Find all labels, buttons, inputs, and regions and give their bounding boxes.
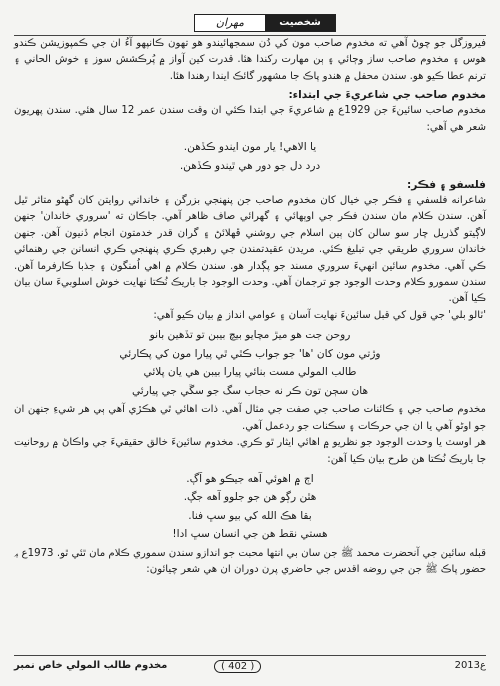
verse-third-poem	[130, 470, 370, 544]
verse-second-poem	[80, 326, 420, 400]
paragraph-attributes: مخدوم صاحب جي ۽ ڪائنات صاحب جي صفت جي مثال آهي. ذات اهائي ٿي هڪڙي آهي ٻي هر شيءِ جنهن ان جو اوڻو آهي يا ان جي حرڪات ۽ سڪنات جو ردعمل آهي.	[14, 404, 486, 432]
verse-line: هان سڄن تون ڪر نه حجاب سگ جو سڱي جي پيارئي	[131, 384, 369, 397]
verse-line: هٿن رڳو هن جو جلوو آهه جڳ.	[183, 491, 317, 504]
paragraph-intro: فيروزگل جو چوڻ آهي ته مخدوم صاحب مون کي دُن سمجهائيندو هو تهون ڪانپهو آءُ ان جي ڪمپوزيشن ڪندو هوس ۽ مخدوم صاحب ساز وڄائي ۽ ٻن مهارت رکندا هئا. قدرت کين آواز ۾ پُرڪشش سوز ۽ خوش الحاني ۽ ترنم عطا ڪيو هو. سندن محفل ۾ هندو پاڪ جا مشهور گائڪ ايندا رهندا هئا.	[14, 38, 486, 82]
footer	[14, 658, 486, 676]
verse-line: وڙتي مون کان 'ها' جو جواب ڪٿي ٿي پيارا مون کي پڪارئي	[119, 347, 381, 360]
verse-line: هستي نقط هن جي انسان سڀ ادا!	[172, 528, 328, 541]
section-label: شخصيت	[265, 15, 335, 31]
issue-title: مخدوم طالب المولي خاص نمبر	[14, 660, 168, 671]
paragraph-unity: هر اوسٽ يا وحدت الوجود جو نظريو ۾ اهائي ايثار ٿو ڪري. مخدوم سائينءَ خالق حقيقيءَ جي واڪاڻ ۾ روحانيت جا باريڪ نُڪتا هن طرح بيان ڪيا آهن:	[14, 437, 486, 465]
heading-beginning: مخدوم صاحب جي شاعريءَ جي ابتداء:	[288, 89, 486, 102]
paragraph-prophet: قبله سائين جي آنحضرت محمد ﷺ جن سان بي انتها محبت جو اندازو سندن سموري ڪلام مان ٿئي ٿو. 1973ع ۾ حضور پاڪ ﷺ جن جي روضه اقدس جي حاضري پرن دوران ان هي شعر چيائون:	[14, 547, 486, 576]
verse-line: روحن جت هو ميڙ مچايو بيچ بيبن تو تڏهين بانو	[149, 329, 351, 342]
paragraph-beginning: مخدوم صاحب سائينءَ جن 1929ع ۾ شاعريءَ جي ابتدا ڪئي ان وقت سندن عمر 12 سال هئي. سندن پهريون شعر هي آهي:	[14, 105, 486, 133]
page-number: ( 402 )	[214, 660, 261, 673]
verse-line: طالب المولي مست بنائي پيارا بيبن هي يان پلائي	[143, 366, 357, 379]
verse-line: يا الاهي! يار مون ايندو ڪڏهن.	[183, 141, 317, 154]
paragraph-quote-intro: 'ٽالو بلي' جي قول کي قبل سائينءَ نهايت آسان ۽ عوامي انداز ۾ بيان ڪيو آهي:	[153, 309, 486, 321]
verse-line: درد دل جو دور هي ٿيندو ڪڏهن.	[179, 159, 321, 172]
footer-rule	[14, 655, 486, 656]
verse-line: اڄ ۾ اهوئي آهه جيڪو هو اَڳ.	[186, 472, 314, 485]
header	[14, 6, 486, 36]
verse-line: بقا هڪ الله کي بيو سڀ فنا.	[188, 509, 312, 522]
magazine-logo: مهران	[195, 15, 265, 31]
paragraph-philosophy: شاعرانه فلسفي ۽ فڪر جي خيال کان مخدوم صاحب جن پنهنجي بزرگن ۽ خانداني روايتن کان گهڻو متاثر ٿيل آهن. سندن ڪلام مان سندن فڪر جي اوٻهائي ۽ گهرائي صاف ظاهر آهي. جاڪان ته 'سروري خاندان' جنهن لاڳيتو گذريل چار سو سالن کان ٻين اسلام جي روشني ڦهلائڻ ۽ گران قدر خدمتون انجام ڏنيون آهن. جنهن خاندان سروري طريقي جي تبليغ ڪئي. مريدن عقيدتمندن جي رهبري ڪري پنهنجي ڪري انسانن جي رهنمائي ڪي آهي. مخدوم سائين انهيءَ سروري مسند جو پڳدار هو. سندن ڪلام ۾ اهي اُمنگون ۽ جذبا ڪارفرما آهن. سندن سمورو ڪلام وحدت الوجود جو ترجمان آهي. وحدت الوجود جا باريڪ نُڪتا نهايت خوش اسلوبيءَ سان بيان ڪيا آهن.	[14, 195, 486, 305]
section-tab	[194, 14, 336, 32]
header-rule	[14, 35, 486, 36]
heading-philosophy: فلسفو ۽ فڪر:	[406, 179, 486, 192]
year: 2013ع	[454, 660, 486, 671]
verse-first-poem	[100, 138, 400, 175]
